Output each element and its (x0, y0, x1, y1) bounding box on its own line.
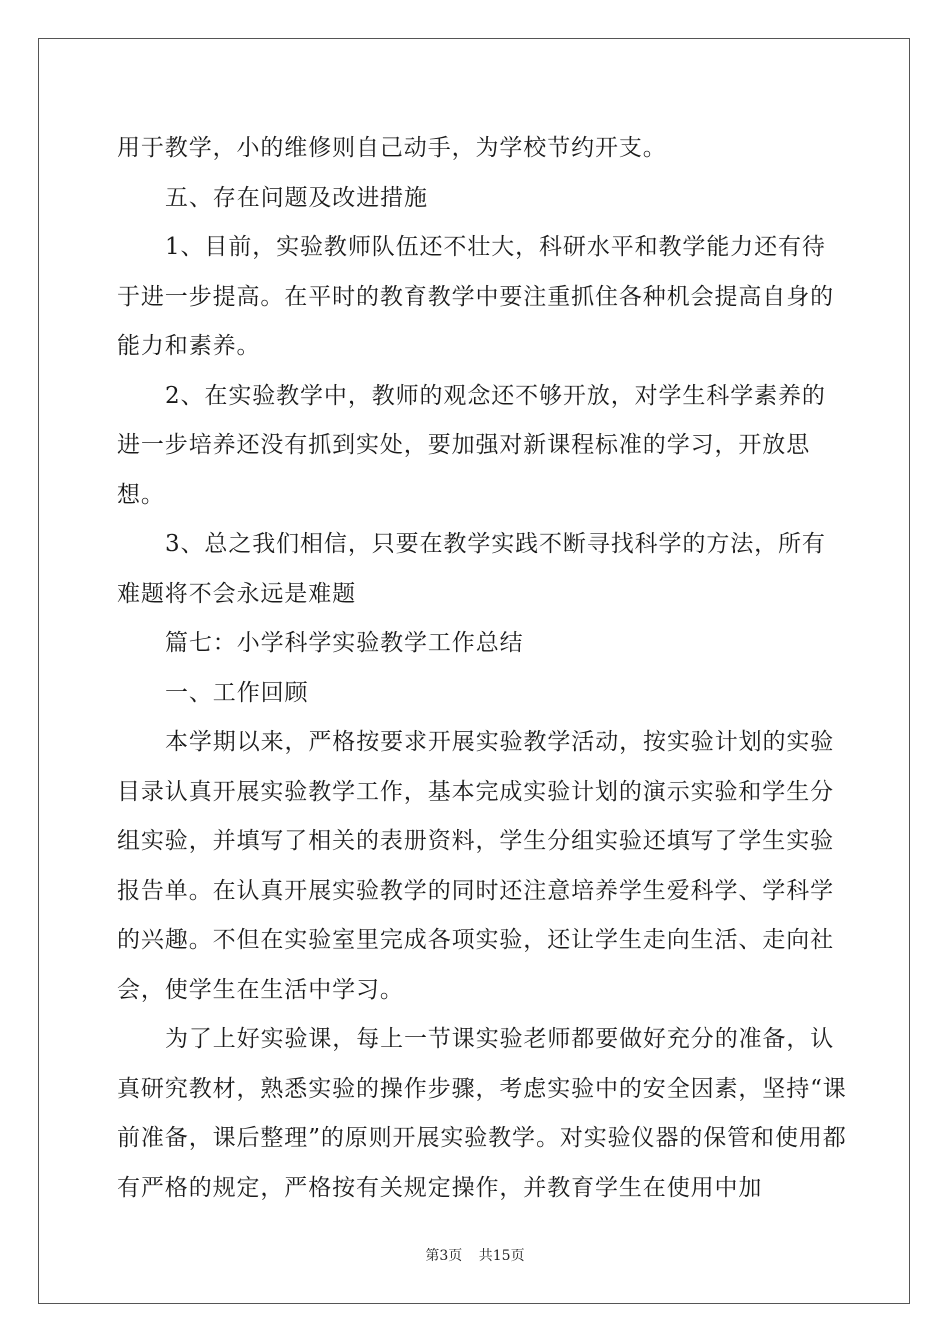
paragraph: 3、总之我们相信，只要在教学实践不断寻找科学的方法，所有难题将不会永远是难题 (117, 531, 826, 607)
section-heading: 一、工作回顾 (165, 679, 309, 706)
section-heading: 五、存在问题及改进措施 (165, 184, 428, 211)
chapter-title: 篇七：小学科学实验教学工作总结 (165, 630, 524, 656)
paragraph: 用于教学，小的维修则自己动手，为学校节约开支。 (117, 135, 667, 161)
page-footer (0, 1245, 950, 1265)
total-page-count: 共15页 (478, 1248, 525, 1264)
current-page-number: 第3页 (425, 1248, 463, 1264)
paragraph: 本学期以来，严格按要求开展实验教学活动，按实验计划的实验目录认真开展实验教学工作，基本完成实验计划的演示实验和学生分组实验，并填写了相关的表册资料，学生分组实验还填写了学生实验报告单。在认真开展实验教学的同时还注意培养学生爱科学、学科学的兴趣。不但在实验室里完成各项实验，还让学生走向生活、走向社会，使学生在生活中学习。 (117, 729, 835, 1003)
document-body (117, 124, 847, 1213)
paragraph: 为了上好实验课，每上一节课实验老师都要做好充分的准备，认真研究教材，熟悉实验的操作步骤，考虑实验中的安全因素，坚持“课前准备，课后整理”的原则开展实验教学。对实验仪器的保管和使用都有严格的规定，严格按有关规定操作，并教育学生在使用中加 (117, 1026, 847, 1201)
paragraph: 1、目前，实验教师队伍还不壮大，科研水平和教学能力还有待于进一步提高。在平时的教育教学中要注重抓住各种机会提高自身的能力和素养。 (117, 234, 834, 359)
paragraph: 2、在实验教学中，教师的观念还不够开放，对学生科学素养的进一步培养还没有抓到实处，要加强对新课程标准的学习，开放思想。 (117, 382, 826, 508)
